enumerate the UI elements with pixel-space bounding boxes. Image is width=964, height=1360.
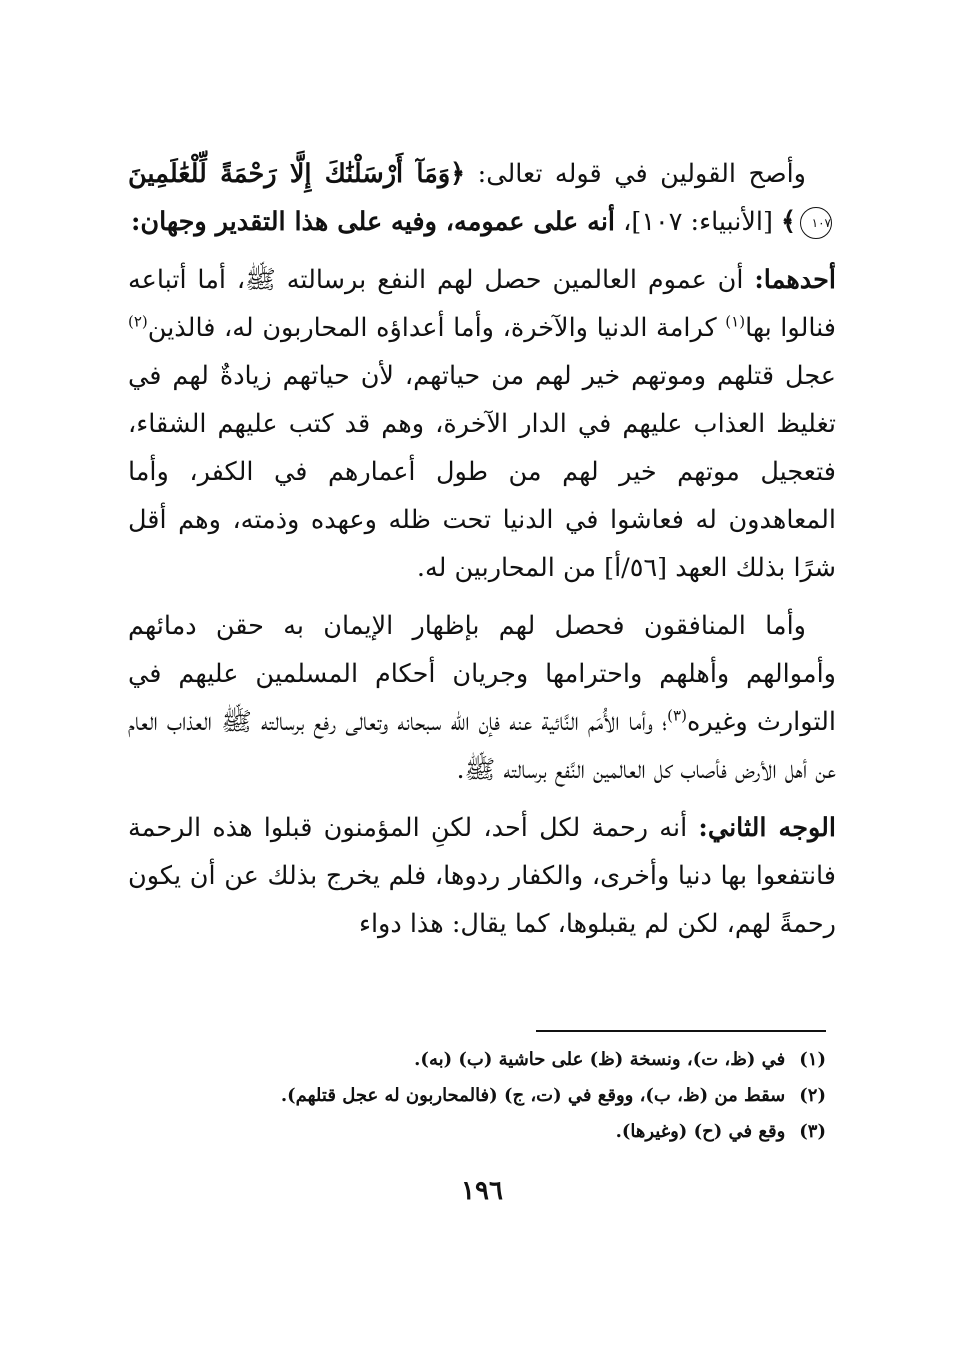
- footnote-2: [126, 1078, 826, 1114]
- ayah-number-marker: ١٠٧: [800, 207, 832, 239]
- footnote-ref-1[interactable]: (١): [725, 312, 746, 331]
- paragraph-3-text-a: وأما المنافقون فحصل لهم بإظهار الإيمان به حقن دمائهم وأموالهم وأهلهم واحترامها وجريان أحكام المسلمين عليهم في التوارث وغيره: [128, 611, 836, 737]
- footnote-ref-3[interactable]: (٣): [667, 706, 687, 725]
- quran-verse: وَمَآ أَرْسَلْنَٰكَ إِلَّا رَحْمَةً لِّلْعَٰلَمِينَ: [128, 159, 451, 189]
- paragraph-2-text-b: كرامة الدنيا والآخرة، وأما أعداؤه المحاربون له، فالذين: [147, 313, 717, 343]
- footnote-ref-2[interactable]: (٢): [128, 312, 148, 331]
- footnote-3-text: وقع في (ح) (وغيرها).: [615, 1121, 786, 1142]
- paragraph-3-text-b: ؛ وأما الأُمَم النَّائية عنه فإن الله سبحانه وتعالى رفع برسالته ﷺ العذاب العام عن أهل الأرض فأصاب كل العالمين النَّفع برسالته ﷺ.: [128, 707, 836, 785]
- paragraph-4: [128, 804, 836, 948]
- paragraph-3: [128, 602, 836, 794]
- second-aspect-heading: الوجه الثاني:: [698, 813, 836, 843]
- quran-close-bracket: ﴾: [781, 207, 796, 237]
- paragraph-1: [128, 150, 836, 246]
- paragraph-4-text: أنه رحمة لكل أحد، لكنِ المؤمنون قبلوا هذه الرحمة فانتفعوا بها دنيا وأخرى، والكفار ردوها، فلم يخرج بذلك عن أن يكون رحمةً لهم، لكن لم يقبلوها، كما يقال: هذا دواء: [128, 813, 836, 939]
- footnote-2-number: (٢): [799, 1085, 826, 1106]
- footnote-2-text: سقط من (ظ، ب)، ووقع في (ت، ج) (فالمحاربون له عجل قتلهم).: [280, 1085, 786, 1106]
- paragraph-1-rest: أنه على عمومه، وفيه على هذا التقدير وجهان:: [130, 207, 616, 237]
- quran-open-bracket: ﴿: [450, 159, 466, 189]
- paragraph-2: [128, 256, 836, 592]
- footnote-3-number: (٣): [799, 1121, 826, 1142]
- footnotes: [126, 1042, 826, 1150]
- main-text: [128, 150, 836, 948]
- paragraph-1-intro: وأصح القولين في قوله تعالى:: [477, 159, 806, 189]
- paragraph-2-text-a: أن عموم العالمين حصل لهم النفع برسالته ﷺ، أما أتباعه فنالوا بها: [128, 265, 836, 343]
- surah-citation: [الأنبياء: ١٠٧]،: [623, 207, 773, 237]
- footnote-1: [126, 1042, 826, 1078]
- paragraph-2-text-c: عجل قتلهم وموتهم خير لهم من حياتهم، لأن حياتهم زيادةٌ لهم في تغليظ العذاب عليهم في الدار الآخرة، وهم قد كتب عليهم الشقاء، فتعجيل موتهم خير لهم من طول أعمارهم في الكفر، وأما المعاهدون له فعاشوا في الدنيا تحت ظله وعهده وذمته، وهم أقل شرًا بذلك العهد [٥٦/أ] من المحاربين له.: [128, 361, 836, 583]
- footnote-1-text: في (ظ، ت)، ونسخة (ظ) على حاشية (ب) (به).: [414, 1049, 786, 1070]
- footnote-1-number: (١): [799, 1049, 826, 1070]
- footnote-divider: [536, 1030, 826, 1032]
- page-number: ١٩٦: [461, 1176, 503, 1206]
- footnote-3: [126, 1114, 826, 1150]
- first-aspect-heading: أحدهما:: [754, 265, 836, 295]
